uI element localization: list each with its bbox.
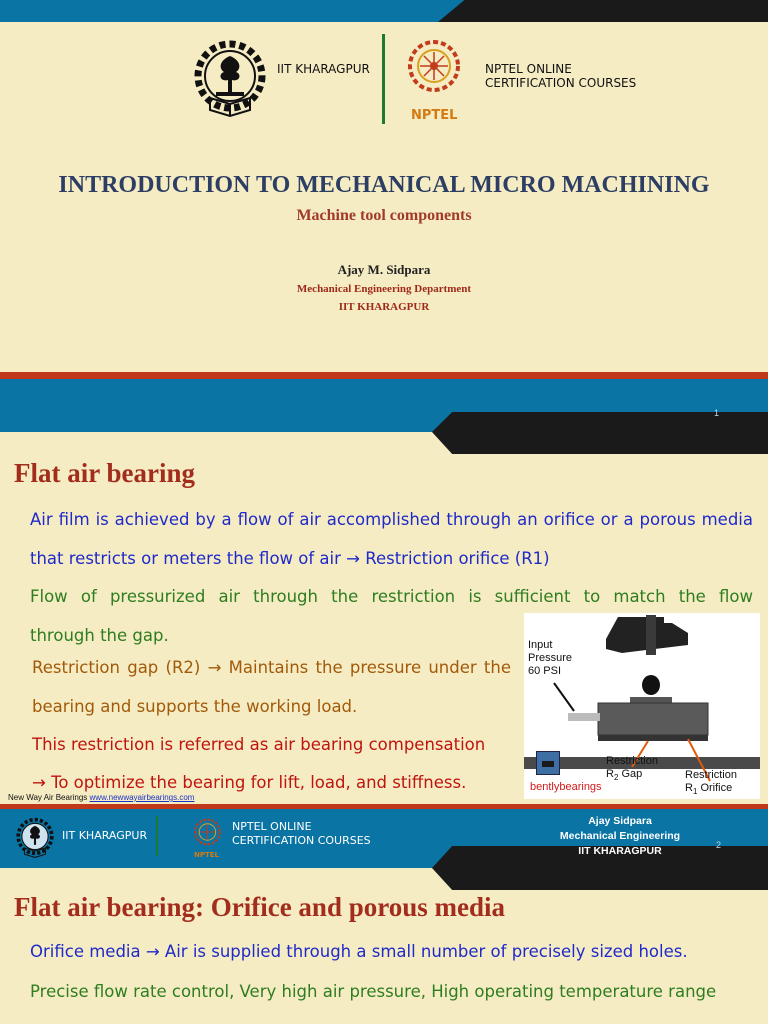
bearing-diagram [524, 613, 760, 799]
logo-divider [382, 34, 385, 124]
iit-kharagpur-logo-icon [190, 34, 270, 124]
paragraph-air-film: Air film is achieved by a flow of air accomplished through an orifice or a porous media that restricts or meters the flow of air → Restriction orifice (R1) [30, 510, 753, 568]
source-link[interactable]: www.newwayairbearings.com [89, 793, 195, 802]
nptel-logo-icon [192, 816, 228, 848]
top-bar-accent [432, 432, 768, 454]
label-restriction-r1: Restriction $R_1$ Orifice [685, 769, 737, 797]
iit-kharagpur-label: IIT KHARAGPUR [277, 62, 370, 76]
slide-heading: Flat air bearing: Orifice and porous media [14, 892, 505, 922]
figure-caption: bentlybearings [530, 781, 602, 793]
slide-2-footer [0, 804, 768, 868]
department-name: Mechanical Engineering Department [296, 283, 472, 295]
page-number: 2 [716, 840, 722, 850]
page-number: 1 [714, 408, 720, 418]
paragraph-optimize: → To optimize the bearing for lift, load, and stiffness. [32, 773, 467, 792]
paragraph-orifice-features: Precise flow rate control, Very high air pressure, High operating temperature range [30, 982, 717, 1001]
slide-1-footer [0, 372, 768, 432]
logo-row [0, 32, 768, 128]
footer-iit-label: IIT KHARAGPUR [62, 829, 148, 842]
label-restriction-r2: Restriction $R_2$ Gap [606, 755, 658, 783]
paragraph-compensation: This restriction is referred as air bearing compensation [32, 735, 486, 754]
nptel-course-label: NPTEL ONLINE CERTIFICATION COURSES [485, 62, 637, 90]
paragraph-flow-line1: Flow of pressurized air through the restriction is sufficient to match the flow [30, 587, 753, 606]
footer-red-stripe [0, 804, 768, 809]
footer-nptel-label: NPTEL [194, 851, 220, 859]
slide-3 [0, 868, 768, 1024]
nptel-logo-icon [404, 36, 474, 96]
author-name: Ajay M. Sidpara [337, 262, 431, 277]
source-note: New Way Air Bearings www.newwayairbearings.com [8, 793, 195, 802]
nptel-label: NPTEL [411, 108, 458, 123]
footer-nptel-course: NPTEL ONLINE CERTIFICATION COURSES [232, 820, 371, 847]
course-subtitle: Machine tool components [296, 207, 472, 224]
paragraph-orifice-media: Orifice media → Air is supplied through a small number of precisely sized holes. [30, 942, 688, 961]
paragraph-flow-line2: through the gap. [30, 626, 169, 645]
top-bar-accent [432, 868, 768, 890]
iit-kharagpur-logo-icon [14, 814, 56, 862]
slide-1 [0, 0, 768, 432]
footer-red-stripe [0, 372, 768, 379]
slide-heading: Flat air bearing [14, 458, 195, 488]
course-title: INTRODUCTION TO MECHANICAL MICRO MACHINING [58, 172, 710, 198]
top-bar-accent [438, 0, 768, 22]
footer-divider [156, 816, 158, 856]
slide-2 [0, 432, 768, 868]
institute-name: IIT KHARAGPUR [338, 301, 430, 313]
footer-presenter-info: Ajay Sidpara Mechanical Engineering IIT KHARAGPUR [559, 815, 681, 857]
label-input-pressure: Input Pressure 60 PSI [528, 639, 573, 677]
paragraph-restriction-gap: Restriction gap (R2) → Maintains the pressure under the bearing and supports the working load. [32, 658, 511, 716]
video-thumbnail-icon[interactable] [536, 751, 560, 775]
